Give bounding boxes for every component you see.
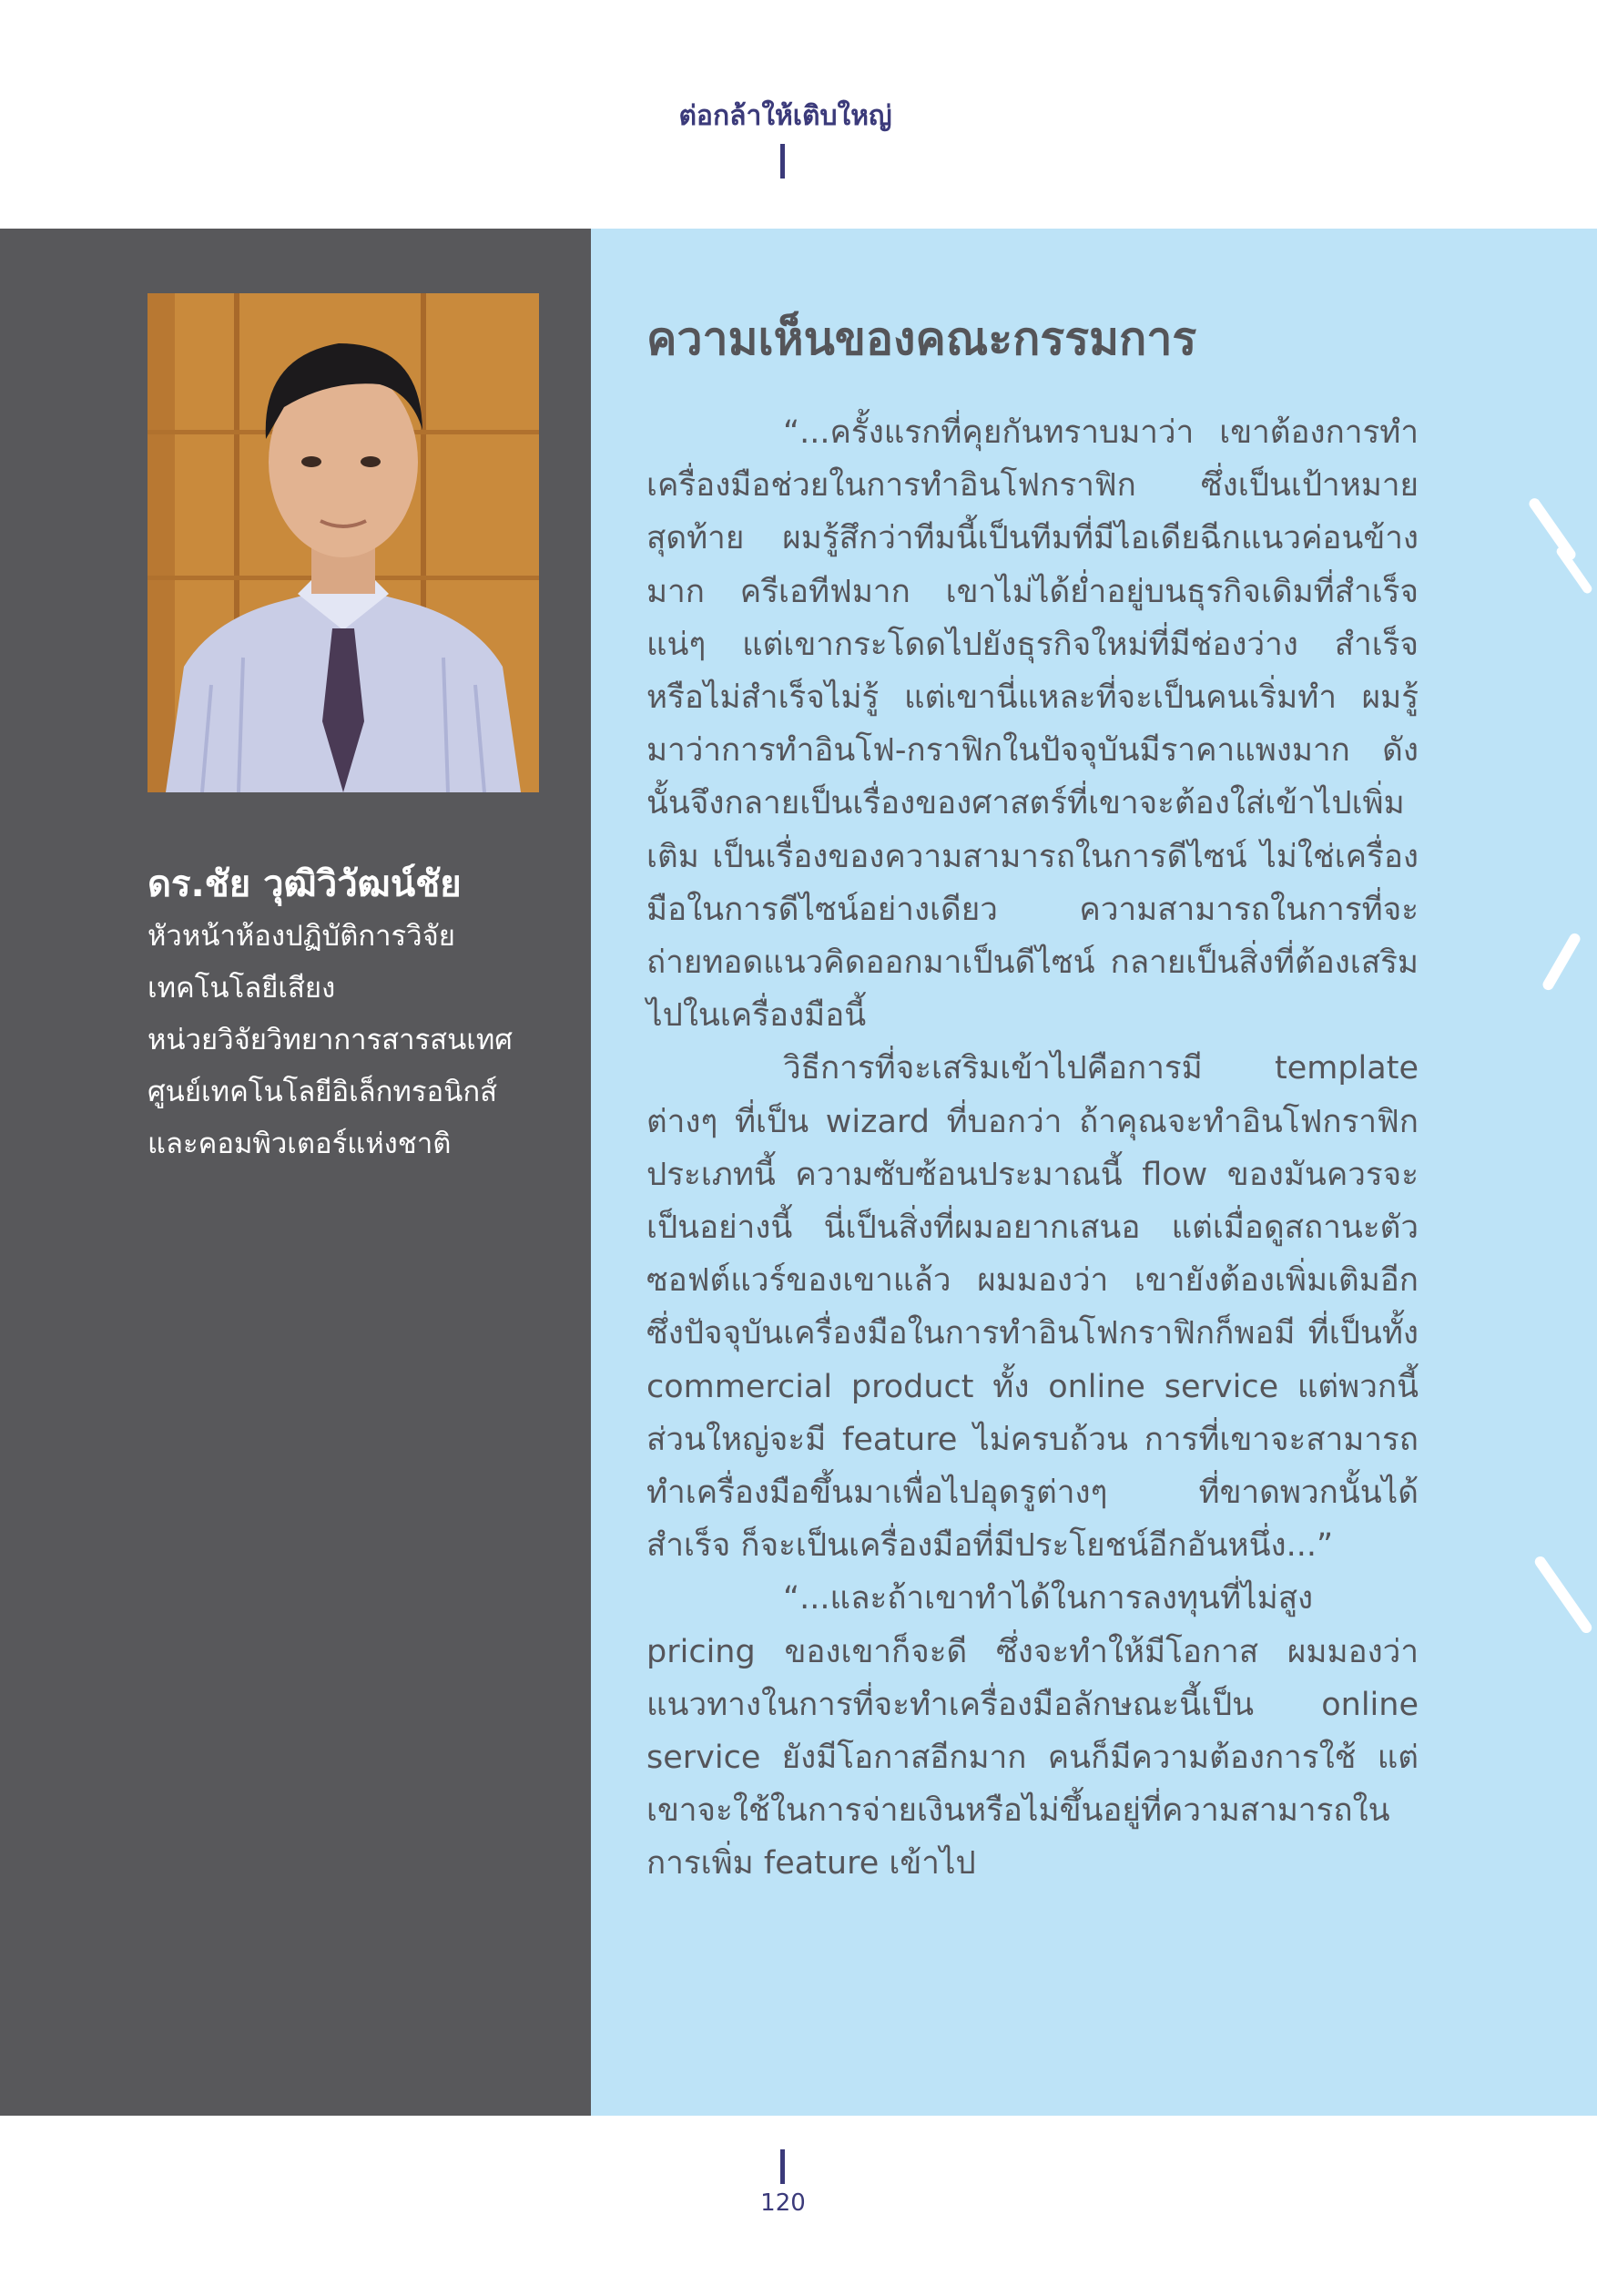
affiliation-line: เทคโนโลยีเสียง — [147, 972, 336, 1005]
running-header-title: ต่อกล้าให้เติบใหญ่ — [678, 100, 892, 132]
footer-divider — [780, 2149, 785, 2184]
decorative-stroke — [1541, 932, 1582, 993]
decorative-stroke — [1527, 496, 1578, 562]
article-paragraph: “...ครั้งแรกที่คุยกันทราบมาว่า เขาต้องการทำเครื่องมือช่วยในการทำอินโฟกราฟิก ซึ่งเป็นเป้าหมายสุดท้าย ผมรู้สึกว่าทีมนี้เป็นทีมที่มีไอเดียฉีกแนวค่อนข้างมาก ครีเอทีฟมาก เขาไม่ได้ย่ำอยู่บนธุรกิจเดิมที่สำเร็จแน่ๆ แต่เขากระโดดไปยังธุรกิจใหม่ที่มีช่องว่าง สำเร็จหรือไม่สำเร็จไม่รู้ แต่เขานี่แหละที่จะเป็นคนเริ่มทำ ผมรู้มาว่าการทำอินโฟ-กราฟิกในปัจจุบันมีราคาแพงมาก ดังนั้นจึงกลายเป็นเรื่องของศาสตร์ที่เขาจะต้องใส่เข้าไปเพิ่มเติม เป็นเรื่องของความสามารถในการดีไซน์ ไม่ใช่เครื่องมือในการดีไซน์อย่างเดียว ความสามารถในการที่จะถ่ายทอดแนวคิดออกมาเป็นดีไซน์ กลายเป็นสิ่งที่ต้องเสริมไปในเครื่องมือนี้ — [646, 414, 1419, 1035]
article-body — [646, 406, 1419, 1891]
affiliation-line: หัวหน้าห้องปฏิบัติการวิจัย — [147, 920, 455, 953]
page-number: 120 — [760, 2189, 806, 2217]
section-heading: ความเห็นของคณะกรรมการ — [646, 312, 1197, 365]
person-affiliation — [147, 911, 575, 1170]
decorative-stroke — [1532, 1555, 1593, 1636]
affiliation-line: และคอมพิวเตอร์แห่งชาติ — [147, 1128, 452, 1160]
article-paragraph: “...และถ้าเขาทำได้ในการลงทุนที่ไม่สูง pricing ของเขาก็จะดี ซึ่งจะทำให้มีโอกาส ผมมองว่าแนวทางในการที่จะทำเครื่องมือลักษณะนี้เป็น online service ยังมีโอกาสอีกมาก คนก็มีความต้องการใช้ แต่เขาจะใช้ในการจ่ายเงินหรือไม่ขึ้นอยู่ที่ความสามารถในการเพิ่ม feature เข้าไป — [646, 1580, 1419, 1883]
header-divider — [780, 144, 785, 179]
profile-photo — [147, 293, 539, 792]
article-paragraph: วิธีการที่จะเสริมเข้าไปคือการมี template ต่างๆ ที่เป็น wizard ที่บอกว่า ถ้าคุณจะทำอินโฟกราฟิกประเภทนี้ ความซับซ้อนประมาณนี้ flow ของมันควรจะเป็นอย่างนี้ นี่เป็นสิ่งที่ผมอยากเสนอ แต่เมื่อดูสถานะตัวซอฟต์แวร์ของเขาแล้ว ผมมองว่า เขายังต้องเพิ่มเติมอีก ซึ่งปัจจุบันเครื่องมือในการทำอินโฟกราฟิกก็พอมี ที่เป็นทั้ง commercial product ทั้ง online service แต่พวกนี้ส่วนใหญ่จะมี feature ไม่ครบถ้วน การที่เขาจะสามารถทำเครื่องมือขึ้นมาเพื่อไปอุดรูต่างๆ ที่ขาดพวกนั้นได้สำเร็จ ก็จะเป็นเครื่องมือที่มีประโยชน์อีกอันหนึ่ง...” — [646, 1050, 1419, 1565]
affiliation-line: หน่วยวิจัยวิทยาการสารสนเทศ — [147, 1024, 513, 1056]
person-name: ดร.ชัย วุฒิวิวัฒน์ชัย — [147, 863, 462, 905]
affiliation-line: ศูนย์เทคโนโลยีอิเล็กทรอนิกส์ — [147, 1076, 498, 1108]
